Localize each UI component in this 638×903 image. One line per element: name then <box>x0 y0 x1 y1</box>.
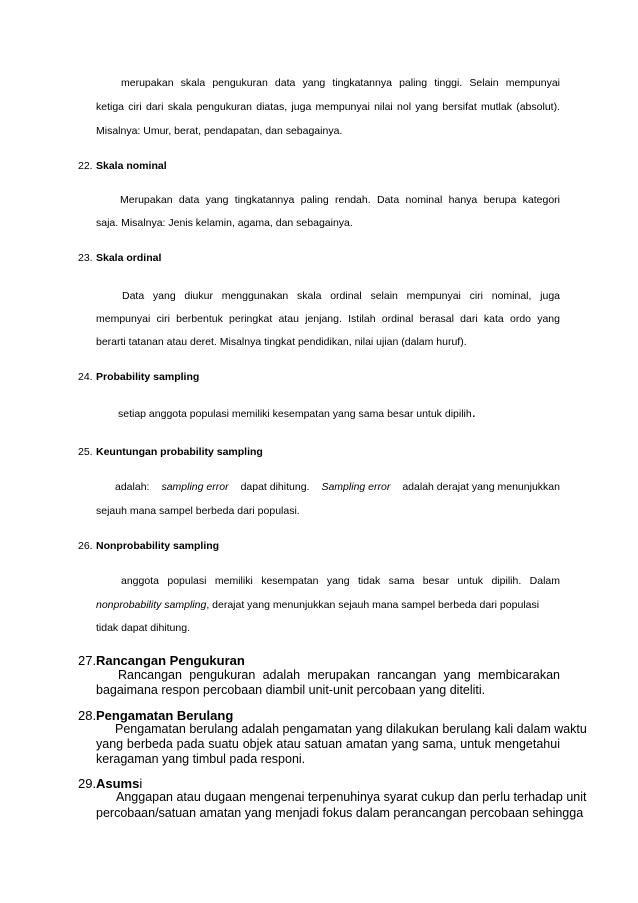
item-26-title: Nonprobability sampling <box>96 540 220 552</box>
item-27-number: 27. <box>78 653 97 668</box>
item-26-line-1: anggota populasi memiliki kesempatan yang tidak sama besar untuk dipilih. Dalam <box>121 575 560 587</box>
item-27-line-2: bagaimana respon percobaan diambil unit-unit percobaan yang diteliti. <box>96 683 486 697</box>
intro-line-3: Misalnya: Umur, berat, pendapatan, dan sebagainya. <box>96 125 343 137</box>
item-27-line-1: Rancangan pengukuran adalah merupakan rancangan yang membicarakan <box>118 668 560 682</box>
item-25-number: 25. <box>78 446 93 458</box>
item-27-title: Rancangan Pengukuran <box>96 653 245 668</box>
item-25-seg-b: sampling error <box>161 481 229 493</box>
item-25-seg-a: adalah: <box>115 481 150 493</box>
item-23-line-1: Data yang diukur menggunakan skala ordinal selain mempunyai ciri nominal, juga <box>122 290 560 302</box>
item-29-line-1: Anggapan atau dugaan mengenai terpenuhinya syarat cukup dan perlu terhadap unit <box>116 790 587 804</box>
item-29-line-2: percobaan/satuan amatan yang menjadi fokus dalam perancangan percobaan sehingga <box>96 806 584 820</box>
item-23-number: 23. <box>78 252 93 264</box>
item-22-title: Skala nominal <box>96 160 167 172</box>
item-28-line-2: yang berbeda pada suatu objek atau satuan amatan yang sama, untuk mengetahui <box>96 737 560 751</box>
item-26-line-2 <box>96 599 560 611</box>
item-29-title-bold: Asums <box>96 776 140 791</box>
item-26-rest: , derajat yang menunjukkan sejauh mana sampel berbeda dari populasi <box>206 599 540 611</box>
item-28-title: Pengamatan Berulang <box>96 708 234 723</box>
item-26-line-3: tidak dapat dihitung. <box>96 622 190 634</box>
item-25-line-1 <box>115 481 560 493</box>
item-22-line-2: saja. Misalnya: Jenis kelamin, agama, dan sebagainya. <box>96 217 353 229</box>
item-25-seg-d: Sampling error <box>321 481 391 493</box>
item-24-line-1 <box>118 404 560 421</box>
item-25-line-2: sejauh mana sampel berbeda dari populasi. <box>96 505 300 517</box>
item-24-number: 24. <box>78 371 93 383</box>
item-26-number: 26. <box>78 540 93 552</box>
item-22-number: 22. <box>78 160 93 172</box>
item-29-title <box>96 776 142 791</box>
item-26-italic: nonprobability sampling <box>96 599 207 611</box>
intro-line-1: merupakan skala pengukuran data yang tingkatannya paling tinggi. Selain mempunyai <box>121 77 560 89</box>
item-24-period: . <box>471 404 476 421</box>
item-24-text: setiap anggota populasi memiliki kesempatan yang sama besar untuk dipilih <box>118 408 472 420</box>
item-25-seg-e: adalah derajat yang menunjukkan <box>402 481 560 493</box>
item-28-line-1: Pengamatan berulang adalah pengamatan yang dilakukan berulang kali dalam waktu <box>115 722 587 736</box>
item-25-title: Keuntungan probability sampling <box>96 446 263 458</box>
item-28-line-3: keragaman yang timbul pada responi. <box>96 752 306 766</box>
intro-line-2: ketiga ciri dari skala pengukuran diatas, juga mempunyai nilai nol yang bersifat mutlak (absolut). <box>96 101 560 113</box>
item-24-title: Probability sampling <box>96 371 200 383</box>
item-29-number: 29. <box>78 776 97 791</box>
item-28-number: 28. <box>78 708 97 723</box>
item-23-line-2: mempunyai ciri berbentuk peringkat atau jenjang. Istilah ordinal berasal dari kata ordo yang <box>96 313 560 325</box>
item-23-title: Skala ordinal <box>96 252 162 264</box>
item-25-seg-c: dapat dihitung. <box>240 481 310 493</box>
item-29-title-rest: i <box>139 776 143 791</box>
item-22-line-1: Merupakan data yang tingkatannya paling rendah. Data nominal hanya berupa kategori <box>120 194 560 206</box>
item-23-line-3: berarti tatanan atau deret. Misalnya tingkat pendidikan, nilai ujian (dalam huruf). <box>96 336 467 348</box>
